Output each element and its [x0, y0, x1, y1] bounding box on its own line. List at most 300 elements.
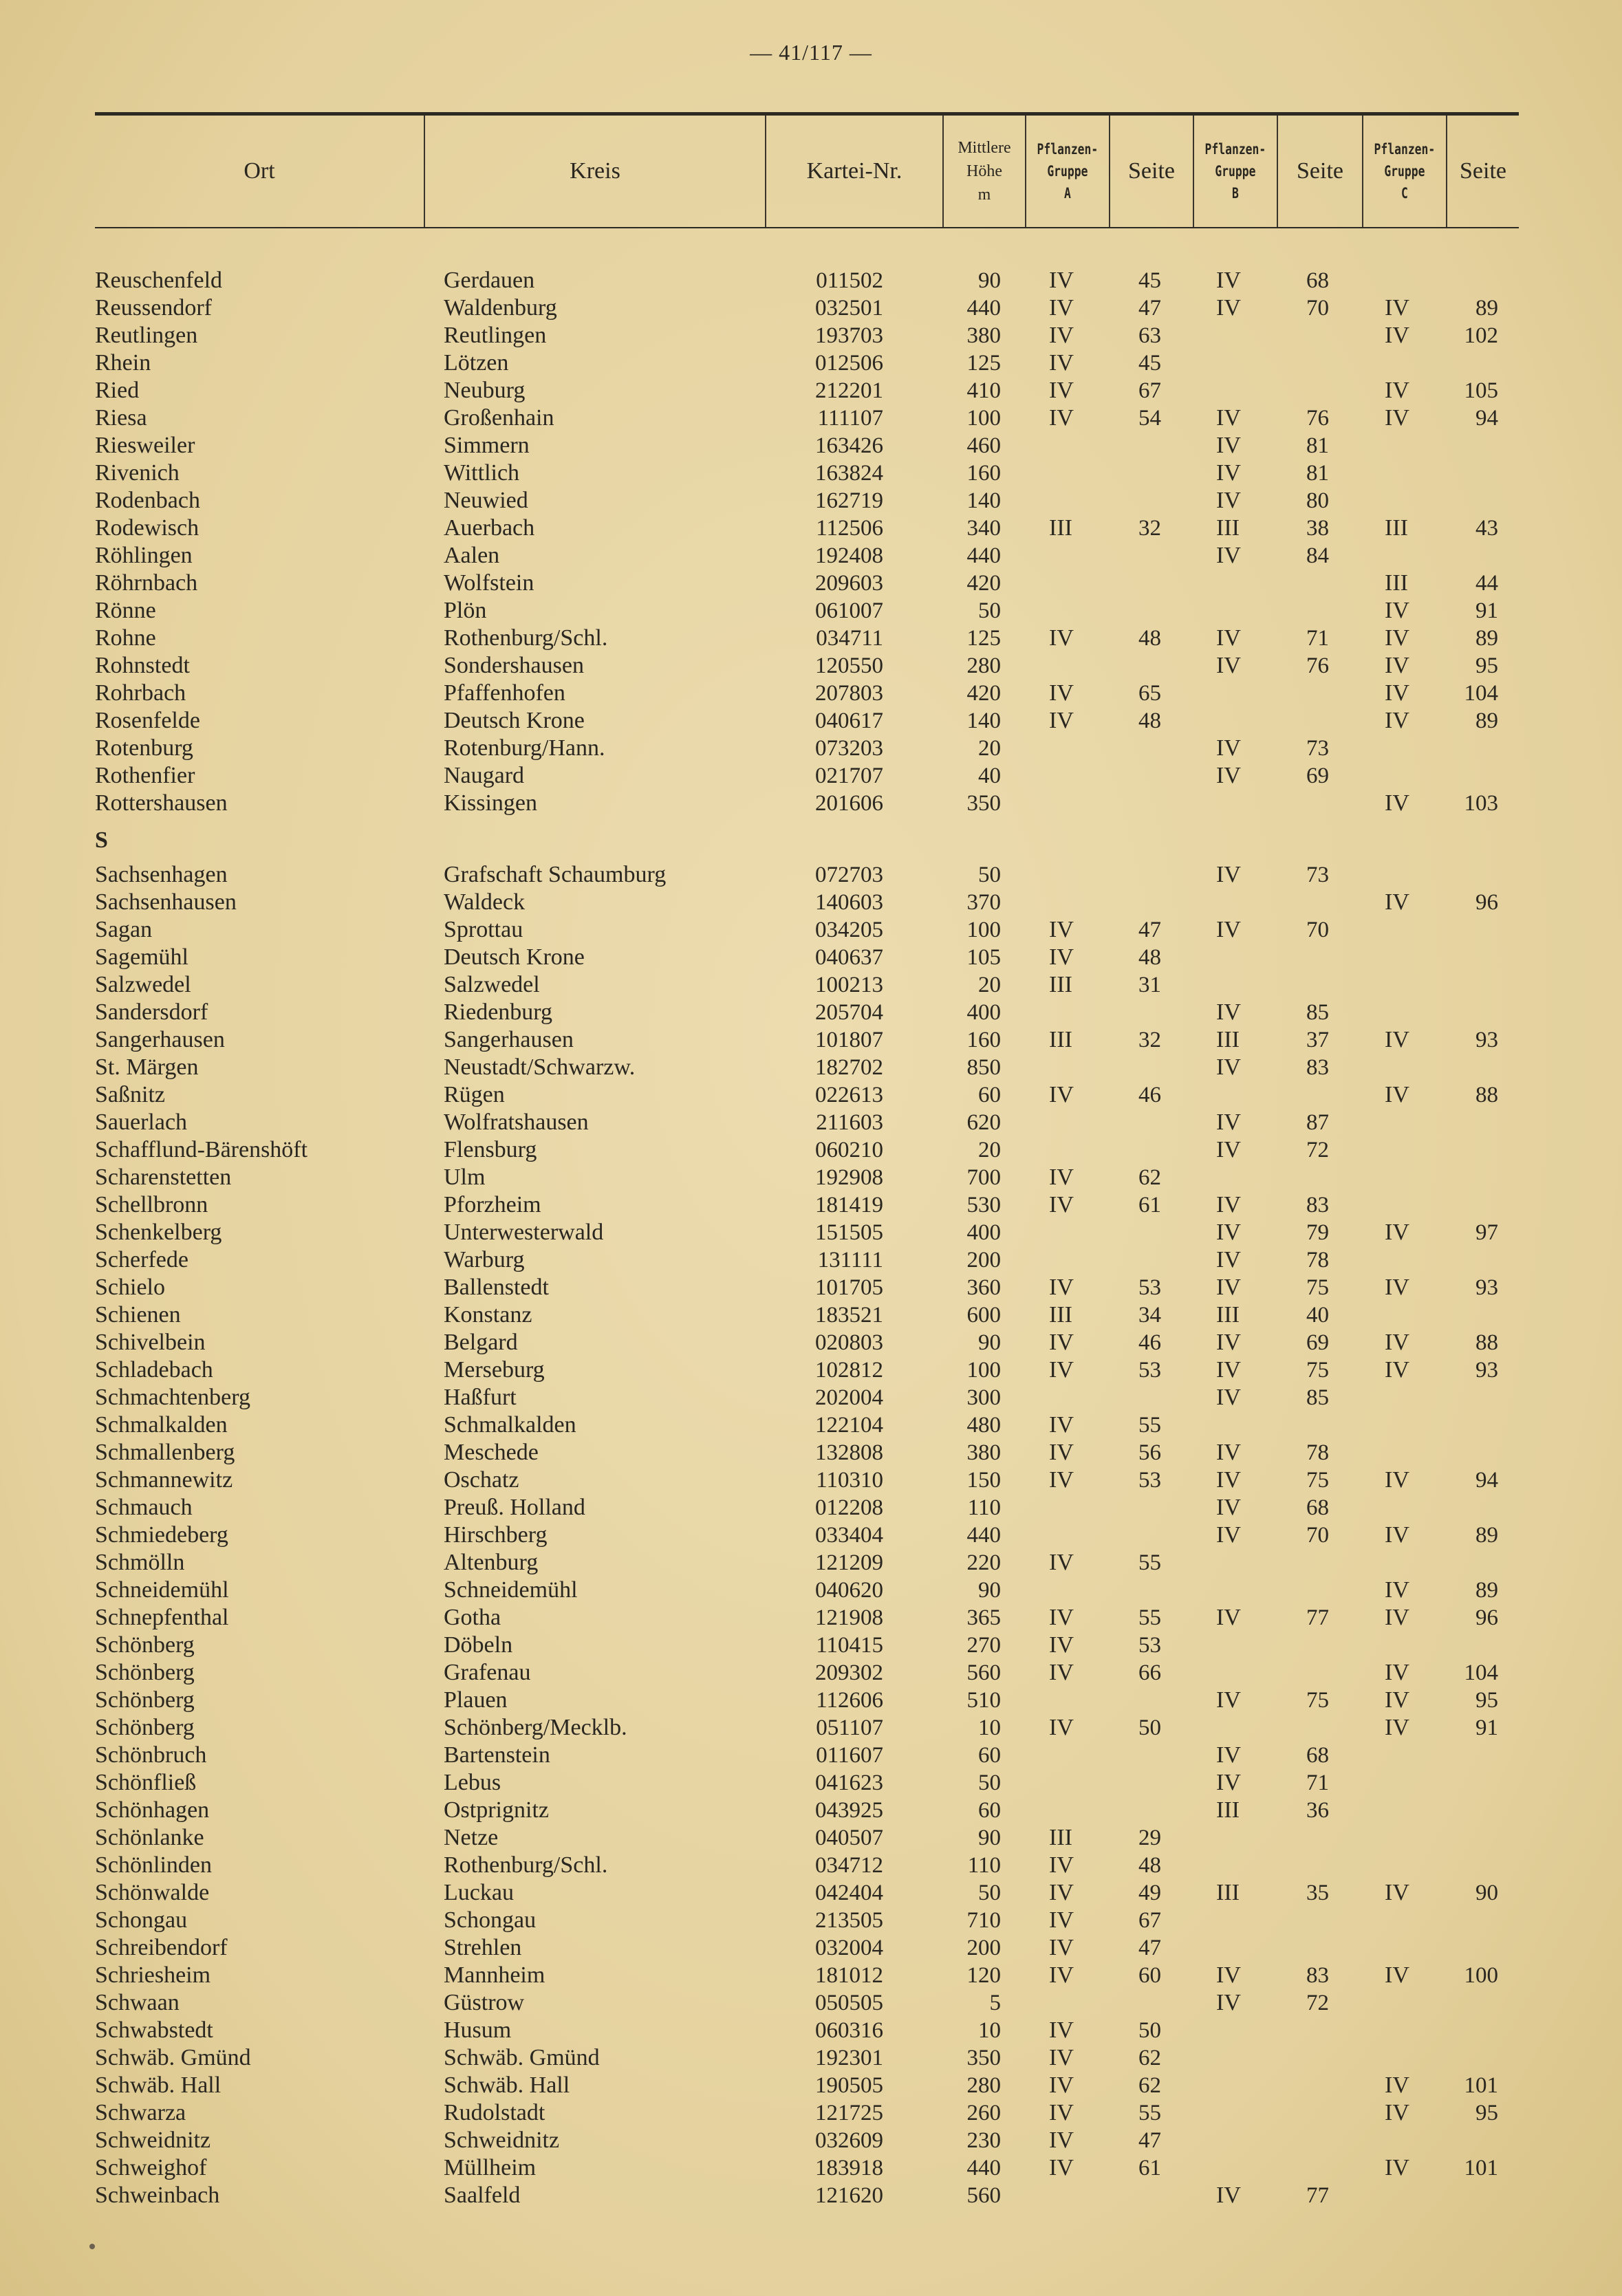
- cell-hoehe: 420: [966, 571, 1001, 596]
- cell-kreis: Döbeln: [444, 1632, 513, 1658]
- cell-hoehe: 560: [966, 2183, 1001, 2208]
- cell-gruppe-a: IV: [1049, 708, 1074, 733]
- cell-kartei-nr: 012506: [815, 351, 883, 376]
- cell-seite-a: 46: [1138, 1330, 1161, 1355]
- cell-seite-c: 44: [1475, 571, 1498, 596]
- cell-gruppe-b: IV: [1216, 1522, 1241, 1548]
- table-row: [0, 944, 1622, 971]
- cell-gruppe-a: IV: [1049, 944, 1074, 970]
- cell-ort: Schweinbach: [95, 2183, 220, 2208]
- cell-kartei-nr: 120550: [815, 653, 883, 678]
- cell-kreis: Plauen: [444, 1687, 508, 1713]
- cell-kreis: Müllheim: [444, 2155, 537, 2180]
- cell-ort: St. Märgen: [95, 1054, 199, 1080]
- cell-gruppe-a: IV: [1049, 2127, 1074, 2153]
- cell-kreis: Schwäb. Gmünd: [444, 2045, 600, 2070]
- cell-hoehe: 150: [966, 1468, 1001, 1493]
- cell-gruppe-c: IV: [1385, 323, 1409, 348]
- cell-hoehe: 50: [978, 598, 1001, 623]
- cell-gruppe-b: IV: [1216, 1687, 1241, 1713]
- cell-hoehe: 370: [966, 890, 1001, 915]
- cell-kreis: Naugard: [444, 763, 525, 788]
- cell-kartei-nr: 207803: [815, 681, 883, 706]
- cell-seite-c: 89: [1475, 1578, 1498, 1603]
- cell-seite-c: 100: [1464, 1963, 1498, 1988]
- cell-hoehe: 365: [966, 1605, 1001, 1630]
- cell-gruppe-a: IV: [1049, 1412, 1074, 1438]
- table-row: [0, 1081, 1622, 1109]
- cell-ort: Sauerlach: [95, 1109, 188, 1135]
- cell-hoehe: 260: [966, 2101, 1001, 2125]
- cell-kartei-nr: 033404: [815, 1523, 883, 1548]
- section-letter: S: [95, 827, 108, 853]
- cell-kreis: Wolfratshausen: [444, 1109, 589, 1135]
- header-kartei: Kartei-Nr.: [765, 116, 942, 227]
- cell-seite-b: 75: [1306, 1688, 1329, 1713]
- cell-kartei-nr: 212201: [815, 378, 883, 403]
- cell-seite-a: 62: [1138, 1165, 1161, 1190]
- cell-kartei-nr: 111107: [817, 406, 883, 431]
- cell-seite-a: 45: [1138, 351, 1161, 376]
- cell-hoehe: 90: [978, 1330, 1001, 1355]
- table-row: [0, 1604, 1622, 1632]
- cell-kreis: Waldenburg: [444, 295, 557, 321]
- cell-kreis: Husum: [444, 2017, 512, 2043]
- cell-ort: Schafflund-Bärenshöft: [95, 1137, 308, 1162]
- cell-gruppe-c: IV: [1385, 2155, 1409, 2180]
- table-row: [0, 1824, 1622, 1852]
- cell-kreis: Ulm: [444, 1165, 486, 1190]
- cell-hoehe: 100: [966, 406, 1001, 431]
- cell-kartei-nr: 112606: [816, 1688, 883, 1713]
- cell-gruppe-a: III: [1049, 1825, 1072, 1850]
- table-row: [0, 1852, 1622, 1879]
- table-row: [0, 487, 1622, 515]
- table-row: [0, 916, 1622, 944]
- table-row: [0, 1466, 1622, 1494]
- cell-ort: Schladebach: [95, 1357, 213, 1383]
- cell-seite-a: 47: [1138, 918, 1161, 942]
- table-row: [0, 1742, 1622, 1769]
- cell-gruppe-b: IV: [1216, 1192, 1241, 1217]
- cell-seite-a: 47: [1138, 1936, 1161, 1960]
- cell-kreis: Simmern: [444, 433, 530, 458]
- table-row: [0, 1769, 1622, 1797]
- cell-kreis: Lebus: [444, 1770, 501, 1795]
- table-row: [0, 1109, 1622, 1136]
- table-row: [0, 790, 1622, 817]
- cell-seite-a: 55: [1138, 1550, 1161, 1575]
- cell-kartei-nr: 051107: [816, 1715, 883, 1740]
- cell-seite-c: 91: [1475, 598, 1498, 623]
- cell-seite-a: 53: [1138, 1468, 1161, 1493]
- cell-ort: Reussendorf: [95, 295, 212, 321]
- cell-seite-a: 62: [1138, 2046, 1161, 2070]
- cell-ort: Schmallenberg: [95, 1440, 235, 1465]
- cell-seite-c: 93: [1475, 1358, 1498, 1383]
- cell-kreis: Rügen: [444, 1082, 505, 1107]
- cell-seite-b: 68: [1306, 1495, 1329, 1520]
- cell-hoehe: 510: [966, 1688, 1001, 1713]
- cell-seite-b: 37: [1306, 1028, 1329, 1052]
- cell-ort: Sachsenhausen: [95, 889, 237, 915]
- cell-gruppe-a: IV: [1049, 1907, 1074, 1933]
- cell-gruppe-c: III: [1385, 515, 1408, 541]
- cell-kartei-nr: 132808: [815, 1440, 883, 1465]
- cell-gruppe-b: III: [1216, 1880, 1240, 1905]
- cell-seite-c: 96: [1475, 890, 1498, 915]
- cell-seite-c: 95: [1475, 2101, 1498, 2125]
- cell-gruppe-b: IV: [1216, 543, 1241, 568]
- cell-seite-a: 32: [1138, 1028, 1161, 1052]
- table-row: [0, 1521, 1622, 1549]
- table-row: [0, 570, 1622, 597]
- table-row: [0, 1356, 1622, 1384]
- table-row: [0, 349, 1622, 377]
- cell-kartei-nr: 209603: [815, 571, 883, 596]
- cell-ort: Rhein: [95, 350, 151, 376]
- cell-gruppe-c: IV: [1385, 1880, 1409, 1905]
- cell-kreis: Wolfstein: [444, 570, 534, 596]
- header-seite-b: Seite: [1277, 116, 1362, 227]
- cell-seite-b: 83: [1306, 1055, 1329, 1080]
- cell-ort: Schönwalde: [95, 1880, 210, 1905]
- cell-gruppe-b: IV: [1216, 1330, 1241, 1355]
- cell-hoehe: 460: [966, 433, 1001, 458]
- table-row: [0, 432, 1622, 459]
- table-row: [0, 1329, 1622, 1356]
- cell-ort: Schnepfenthal: [95, 1605, 229, 1630]
- cell-kreis: Schmalkalden: [444, 1412, 576, 1438]
- cell-kartei-nr: 190505: [815, 2073, 883, 2098]
- table-row: [0, 1577, 1622, 1604]
- cell-hoehe: 230: [966, 2128, 1001, 2153]
- cell-ort: Sachsenhagen: [95, 862, 228, 887]
- cell-kartei-nr: 193703: [815, 323, 883, 348]
- cell-hoehe: 60: [978, 1743, 1001, 1768]
- cell-seite-c: 105: [1464, 378, 1498, 403]
- cell-ort: Schielo: [95, 1275, 165, 1300]
- cell-kartei-nr: 163824: [815, 461, 883, 486]
- header-gruppe-b: Pflanzen- Gruppe B: [1193, 116, 1277, 227]
- cell-gruppe-b: IV: [1216, 1385, 1241, 1410]
- page-speck: [89, 2244, 95, 2249]
- cell-kreis: Rothenburg/Schl.: [444, 1852, 608, 1878]
- cell-kartei-nr: 202004: [815, 1385, 883, 1410]
- cell-kartei-nr: 102812: [815, 1358, 883, 1383]
- cell-seite-b: 85: [1306, 1000, 1329, 1025]
- cell-gruppe-b: IV: [1216, 405, 1241, 431]
- cell-kreis: Gotha: [444, 1605, 501, 1630]
- cell-seite-a: 48: [1138, 708, 1161, 733]
- cell-gruppe-c: IV: [1385, 680, 1409, 706]
- cell-gruppe-c: IV: [1385, 1522, 1409, 1548]
- table-row: [0, 1962, 1622, 1989]
- cell-ort: Schivelbein: [95, 1330, 206, 1355]
- cell-ort: Schönlanke: [95, 1825, 204, 1850]
- cell-gruppe-a: IV: [1049, 1660, 1074, 1685]
- table-row: [0, 707, 1622, 735]
- cell-ort: Rönne: [95, 598, 156, 623]
- cell-ort: Schmachtenberg: [95, 1385, 250, 1410]
- cell-seite-a: 46: [1138, 1083, 1161, 1107]
- table-row: [0, 2127, 1622, 2154]
- cell-seite-a: 31: [1138, 973, 1161, 997]
- cell-seite-b: 87: [1306, 1110, 1329, 1135]
- cell-gruppe-b: IV: [1216, 1137, 1241, 1162]
- cell-gruppe-a: III: [1049, 515, 1072, 541]
- cell-kartei-nr: 011502: [816, 268, 883, 293]
- cell-hoehe: 120: [966, 1963, 1001, 1988]
- cell-kreis: Saalfeld: [444, 2183, 521, 2208]
- cell-kreis: Rudolstadt: [444, 2100, 545, 2125]
- cell-kreis: Strehlen: [444, 1935, 522, 1960]
- cell-ort: Schönbruch: [95, 1742, 207, 1768]
- cell-seite-b: 36: [1306, 1798, 1329, 1823]
- cell-ort: Rohnstedt: [95, 653, 190, 678]
- cell-gruppe-c: IV: [1385, 295, 1409, 321]
- cell-ort: Schönberg: [95, 1687, 195, 1713]
- cell-seite-c: 104: [1464, 681, 1498, 706]
- cell-kartei-nr: 101705: [815, 1275, 883, 1300]
- cell-seite-b: 78: [1306, 1248, 1329, 1272]
- cell-ort: Rodenbach: [95, 488, 200, 513]
- cell-kreis: Kissingen: [444, 790, 537, 816]
- cell-kartei-nr: 163426: [815, 433, 883, 458]
- cell-ort: Ried: [95, 378, 140, 403]
- cell-gruppe-c: IV: [1385, 1660, 1409, 1685]
- cell-gruppe-a: IV: [1049, 1632, 1074, 1658]
- cell-seite-b: 68: [1306, 268, 1329, 293]
- cell-kartei-nr: 201606: [815, 791, 883, 816]
- cell-gruppe-b: IV: [1216, 1467, 1241, 1493]
- cell-kartei-nr: 110310: [816, 1468, 883, 1493]
- table-row: [0, 1907, 1622, 1934]
- cell-kreis: Unterwesterwald: [444, 1220, 604, 1245]
- cell-seite-b: 35: [1306, 1881, 1329, 1905]
- cell-ort: Schönberg: [95, 1632, 195, 1658]
- cell-seite-a: 49: [1138, 1881, 1161, 1905]
- cell-ort: Rosenfelde: [95, 708, 200, 733]
- cell-gruppe-a: IV: [1049, 2072, 1074, 2098]
- table-row: [0, 889, 1622, 916]
- cell-ort: Schweidnitz: [95, 2127, 211, 2153]
- cell-ort: Röhlingen: [95, 543, 193, 568]
- header-gruppe-a: Pflanzen- Gruppe A: [1025, 116, 1109, 227]
- table-row: [0, 1714, 1622, 1742]
- cell-gruppe-c: IV: [1385, 1467, 1409, 1493]
- cell-gruppe-b: IV: [1216, 268, 1241, 293]
- cell-gruppe-c: IV: [1385, 1330, 1409, 1355]
- cell-kreis: Pforzheim: [444, 1192, 541, 1217]
- cell-kreis: Merseburg: [444, 1357, 545, 1383]
- cell-gruppe-c: IV: [1385, 1082, 1409, 1107]
- cell-seite-b: 70: [1306, 918, 1329, 942]
- cell-ort: Schwäb. Hall: [95, 2072, 221, 2098]
- cell-kreis: Deutsch Krone: [444, 708, 585, 733]
- cell-gruppe-c: IV: [1385, 2100, 1409, 2125]
- cell-seite-c: 97: [1475, 1220, 1498, 1245]
- cell-seite-a: 55: [1138, 2101, 1161, 2125]
- cell-gruppe-a: III: [1049, 1027, 1072, 1052]
- cell-hoehe: 10: [978, 1715, 1001, 1740]
- cell-kartei-nr: 020803: [815, 1330, 883, 1355]
- cell-gruppe-a: IV: [1049, 1330, 1074, 1355]
- cell-hoehe: 200: [966, 1248, 1001, 1272]
- cell-kartei-nr: 101807: [815, 1028, 883, 1052]
- cell-gruppe-c: IV: [1385, 1357, 1409, 1383]
- table-row: [0, 1659, 1622, 1687]
- cell-kartei-nr: 040507: [815, 1826, 883, 1850]
- cell-seite-b: 75: [1306, 1468, 1329, 1493]
- cell-kartei-nr: 192408: [815, 543, 883, 568]
- cell-kreis: Neuwied: [444, 488, 528, 513]
- cell-ort: Röhrnbach: [95, 570, 198, 596]
- cell-gruppe-c: IV: [1385, 1027, 1409, 1052]
- cell-hoehe: 620: [966, 1110, 1001, 1135]
- cell-hoehe: 380: [966, 323, 1001, 348]
- cell-ort: Schweighof: [95, 2155, 207, 2180]
- cell-seite-c: 95: [1475, 653, 1498, 678]
- cell-gruppe-b: IV: [1216, 1605, 1241, 1630]
- cell-gruppe-b: IV: [1216, 488, 1241, 513]
- cell-kreis: Belgard: [444, 1330, 518, 1355]
- cell-seite-b: 73: [1306, 736, 1329, 761]
- cell-kreis: Schongau: [444, 1907, 537, 1933]
- cell-kreis: Rotenburg/Hann.: [444, 735, 605, 761]
- cell-kartei-nr: 073203: [815, 736, 883, 761]
- cell-gruppe-a: IV: [1049, 1467, 1074, 1493]
- cell-gruppe-b: III: [1216, 1027, 1240, 1052]
- cell-kartei-nr: 021707: [815, 763, 883, 788]
- cell-hoehe: 710: [966, 1908, 1001, 1933]
- cell-kreis: Wittlich: [444, 460, 520, 486]
- cell-seite-b: 77: [1306, 1605, 1329, 1630]
- cell-seite-a: 67: [1138, 1908, 1161, 1933]
- cell-seite-a: 32: [1138, 516, 1161, 541]
- cell-hoehe: 350: [966, 2046, 1001, 2070]
- cell-gruppe-a: IV: [1049, 1880, 1074, 1905]
- cell-hoehe: 90: [978, 1826, 1001, 1850]
- cell-gruppe-c: IV: [1385, 1577, 1409, 1603]
- cell-ort: Schmalkalden: [95, 1412, 228, 1438]
- cell-kreis: Pfaffenhofen: [444, 680, 565, 706]
- cell-seite-c: 94: [1475, 406, 1498, 431]
- cell-kreis: Ballenstedt: [444, 1275, 549, 1300]
- cell-gruppe-a: IV: [1049, 1440, 1074, 1465]
- cell-hoehe: 50: [978, 1770, 1001, 1795]
- cell-kreis: Deutsch Krone: [444, 944, 585, 970]
- cell-gruppe-b: IV: [1216, 1275, 1241, 1300]
- cell-ort: Rottershausen: [95, 790, 228, 816]
- cell-kartei-nr: 122104: [815, 1413, 883, 1438]
- cell-seite-b: 40: [1306, 1303, 1329, 1328]
- table-row: [0, 1494, 1622, 1521]
- cell-seite-b: 75: [1306, 1275, 1329, 1300]
- cell-gruppe-a: IV: [1049, 625, 1074, 651]
- header-kreis: Kreis: [424, 116, 765, 227]
- cell-ort: Schienen: [95, 1302, 181, 1328]
- cell-ort: Schellbronn: [95, 1192, 208, 1217]
- cell-kartei-nr: 182702: [815, 1055, 883, 1080]
- cell-gruppe-a: IV: [1049, 917, 1074, 942]
- table-row: [0, 2099, 1622, 2127]
- cell-seite-a: 53: [1138, 1358, 1161, 1383]
- cell-seite-c: 95: [1475, 1688, 1498, 1713]
- cell-kartei-nr: 050505: [815, 1991, 883, 2015]
- cell-hoehe: 440: [966, 296, 1001, 321]
- table-row: [0, 971, 1622, 999]
- cell-gruppe-b: IV: [1216, 735, 1241, 761]
- cell-ort: Sangerhausen: [95, 1027, 225, 1052]
- cell-seite-a: 29: [1138, 1826, 1161, 1850]
- cell-seite-b: 73: [1306, 863, 1329, 887]
- cell-hoehe: 90: [978, 268, 1001, 293]
- cell-gruppe-b: IV: [1216, 917, 1241, 942]
- table-row: [0, 1274, 1622, 1301]
- cell-kartei-nr: 040617: [815, 708, 883, 733]
- cell-hoehe: 440: [966, 543, 1001, 568]
- cell-kartei-nr: 040637: [815, 945, 883, 970]
- header-ort: Ort: [244, 158, 275, 184]
- cell-gruppe-a: IV: [1049, 405, 1074, 431]
- cell-kreis: Grafschaft Schaumburg: [444, 862, 667, 887]
- cell-gruppe-a: IV: [1049, 1192, 1074, 1217]
- cell-ort: Schönhagen: [95, 1797, 210, 1823]
- cell-hoehe: 10: [978, 2018, 1001, 2043]
- cell-hoehe: 400: [966, 1000, 1001, 1025]
- table-row: [0, 267, 1622, 294]
- cell-kartei-nr: 209302: [815, 1660, 883, 1685]
- cell-gruppe-b: IV: [1216, 625, 1241, 651]
- cell-seite-b: 77: [1306, 2183, 1329, 2208]
- cell-gruppe-b: IV: [1216, 1440, 1241, 1465]
- cell-gruppe-b: IV: [1216, 1962, 1241, 1988]
- cell-hoehe: 100: [966, 1358, 1001, 1383]
- cell-ort: Schönberg: [95, 1715, 195, 1740]
- cell-kreis: Bartenstein: [444, 1742, 550, 1768]
- cell-kreis: Hirschberg: [444, 1522, 548, 1548]
- cell-ort: Scherfede: [95, 1247, 188, 1272]
- cell-gruppe-b: IV: [1216, 763, 1241, 788]
- cell-kreis: Waldeck: [444, 889, 526, 915]
- cell-gruppe-a: IV: [1049, 1935, 1074, 1960]
- table-row: [0, 404, 1622, 432]
- cell-hoehe: 560: [966, 1660, 1001, 1685]
- cell-gruppe-b: IV: [1216, 2183, 1241, 2208]
- cell-ort: Sagemühl: [95, 944, 188, 970]
- cell-kreis: Ostprignitz: [444, 1797, 549, 1823]
- cell-hoehe: 420: [966, 681, 1001, 706]
- cell-hoehe: 140: [966, 488, 1001, 513]
- cell-kreis: Altenburg: [444, 1550, 539, 1575]
- cell-seite-b: 81: [1306, 461, 1329, 486]
- cell-seite-c: 94: [1475, 1468, 1498, 1493]
- cell-gruppe-a: IV: [1049, 1715, 1074, 1740]
- cell-hoehe: 125: [966, 351, 1001, 376]
- cell-seite-b: 81: [1306, 433, 1329, 458]
- cell-gruppe-a: IV: [1049, 1275, 1074, 1300]
- cell-seite-a: 50: [1138, 2018, 1161, 2043]
- cell-ort: Schmauch: [95, 1495, 193, 1520]
- cell-hoehe: 700: [966, 1165, 1001, 1190]
- cell-gruppe-a: IV: [1049, 323, 1074, 348]
- cell-seite-a: 47: [1138, 2128, 1161, 2153]
- cell-ort: Schmölln: [95, 1550, 185, 1575]
- cell-kreis: Güstrow: [444, 1990, 525, 2015]
- cell-kartei-nr: 032004: [815, 1936, 883, 1960]
- header-gruppe-c: Pflanzen- Gruppe C: [1362, 116, 1446, 227]
